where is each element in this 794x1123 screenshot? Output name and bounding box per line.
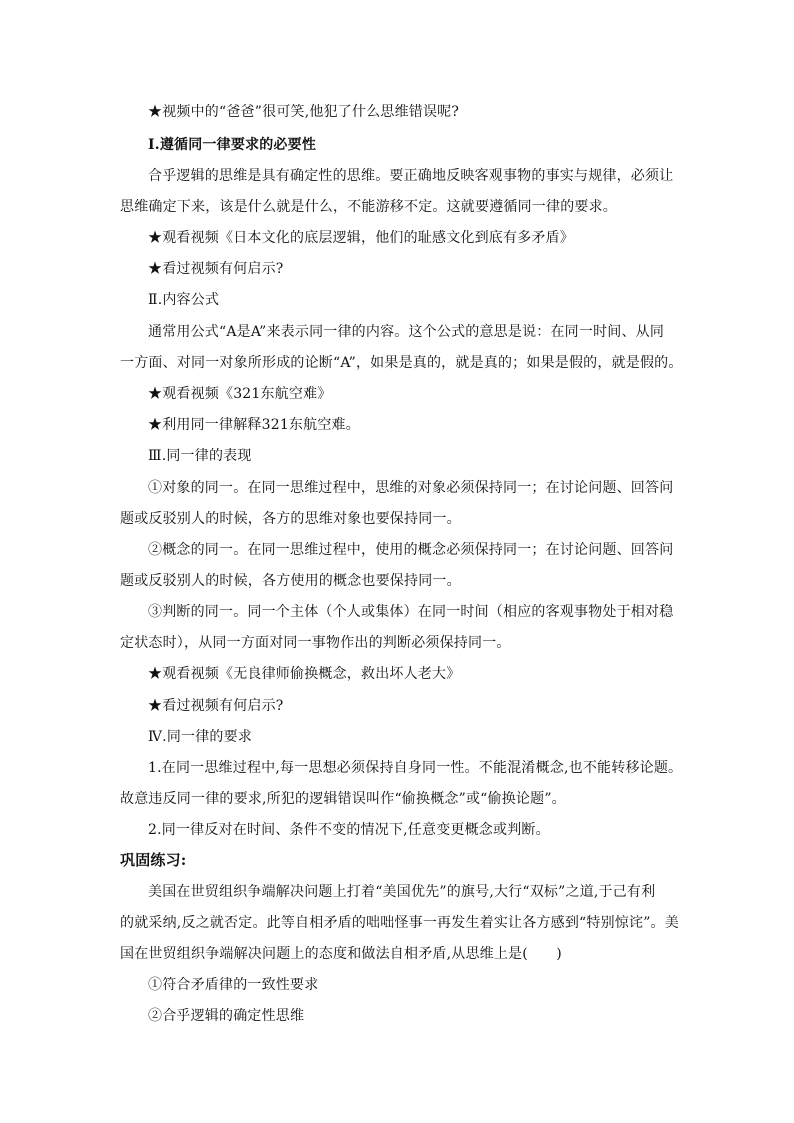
answer-option: ②合乎逻辑的确定性思维 [148,1008,305,1024]
section-heading-1: Ⅰ.遵循同一律要求的必要性 [148,137,317,153]
paragraph-line: 故意违反同一律的要求,所犯的逻辑错误叫作“偷换概念”或“偷换论题”。 [120,791,566,807]
video-prompt: ★利用同一律解释321东航空难。 [148,417,360,433]
video-prompt: ★观看视频《日本文化的底层逻辑，他们的耻感文化到底有多矛盾》 [148,230,574,246]
paragraph-line: 题或反驳别人的时候，各方使用的概念也要保持同一。 [120,573,461,589]
paragraph-line: 思维确定下来，该是什么就是什么，不能游移不定。这就要遵循同一律的要求。 [120,199,617,215]
video-prompt: ★观看视频《无良律师偷换概念，救出坏人老大》 [148,666,461,682]
paragraph-line: 定状态时），从同一方面对同一事物作出的判断必须保持同一。 [120,635,511,651]
section-heading-3: Ⅲ.同一律的表现 [148,448,252,464]
video-prompt: ★看过视频有何启示? [148,261,284,277]
paragraph-line: 1.在同一思维过程中,每一思想必须保持自身同一性。不能混淆概念,也不能转移论题。 [148,760,683,776]
section-heading-2: Ⅱ.内容公式 [148,292,220,308]
paragraph-line: 通常用公式“A是A”来表示同一律的内容。这个公式的意思是说：在同一时间、从同 [148,324,665,340]
paragraph-line: 题或反驳别人的时候，各方的思维对象也要保持同一。 [120,511,461,527]
video-prompt: ★看过视频有何启示? [148,698,284,714]
question-line: 美国在世贸组织争端解决问题上打着“美国优先”的旗号,大行“双标”之道,于己有利 [148,884,656,900]
question-line: 的就采纳,反之就否定。此等自相矛盾的咄咄怪事一再发生着实让各方感到“特别惊诧”。美 [120,915,679,931]
paragraph-line: ①对象的同一。在同一思维过程中，思维的对象必须保持同一；在讨论问题、回答问 [148,480,674,496]
paragraph-line: 合乎逻辑的思维是具有确定性的思维。要正确地反映客观事物的事实与规律，必须让 [148,168,674,184]
paragraph-line: ②概念的同一。在同一思维过程中，使用的概念必须保持同一；在讨论问题、回答问 [148,542,674,558]
exercise-heading: 巩固练习: [120,851,187,869]
video-prompt: ★观看视频《321东航空难》 [148,386,332,402]
video-question: ★视频中的“爸爸”很可笑,他犯了什么思维错误呢? [148,104,460,120]
paragraph-line: ③判断的同一。同一个主体（个人或集体）在同一时间（相应的客观事物处于相对稳 [148,604,674,620]
answer-option: ①符合矛盾律的一致性要求 [148,977,319,993]
question-line: 国在世贸组织争端解决问题上的态度和做法自相矛盾,从思维上是( ) [120,946,562,962]
section-heading-4: Ⅳ.同一律的要求 [148,729,253,745]
paragraph-line: 一方面、对同一对象所形成的论断“A”，如果是真的，就是真的；如果是假的，就是假的。 [120,355,683,371]
paragraph-line: 2.同一律反对在时间、条件不变的情况下,任意变更概念或判断。 [148,822,550,838]
